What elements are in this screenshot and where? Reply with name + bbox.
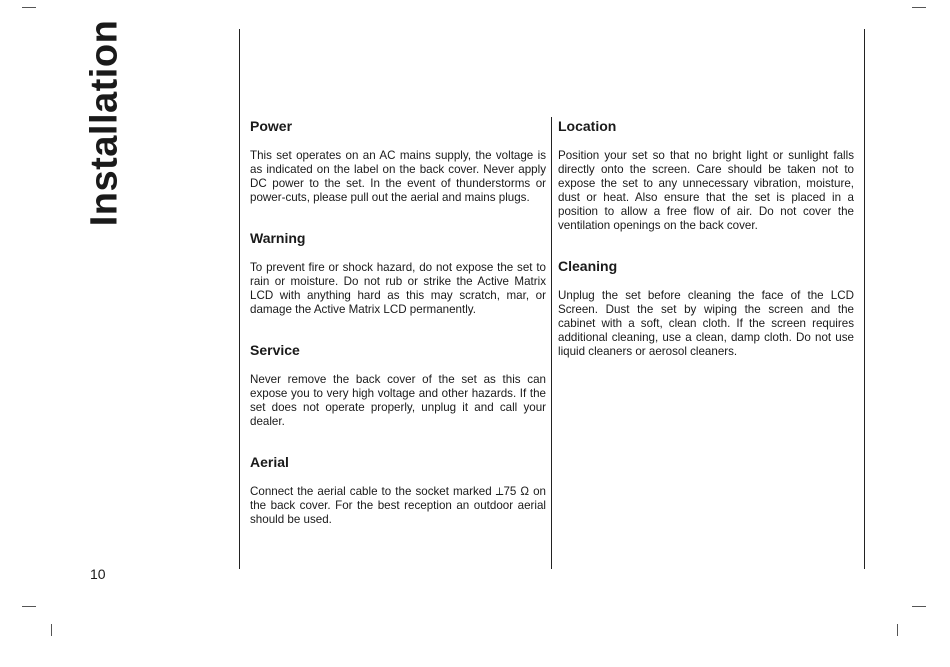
section-cleaning (558, 257, 854, 359)
section-heading-service: Service (250, 342, 300, 358)
section-heading-warning: Warning (250, 230, 306, 246)
column-divider-rule (551, 117, 552, 569)
right-margin-rule (864, 29, 865, 569)
crop-mark-top-right (912, 7, 926, 8)
section-aerial (250, 453, 546, 527)
section-warning (250, 229, 546, 317)
crop-mark-bottom-right-vertical (897, 624, 898, 636)
page-number: 10 (90, 566, 106, 582)
section-location (558, 117, 854, 233)
section-service (250, 341, 546, 429)
section-body-service: Never remove the back cover of the set as this can expose you to very high voltage and other hazards. If the set does not operate properly, unplug it and call your dealer. (250, 373, 546, 428)
crop-mark-bottom-right (912, 606, 926, 607)
side-title-text: Installation (83, 19, 126, 226)
right-column (558, 117, 854, 359)
section-heading-location: Location (558, 118, 617, 134)
left-margin-rule (239, 29, 240, 569)
left-column (250, 117, 546, 527)
crop-mark-bottom-left (22, 606, 36, 607)
section-body-warning: To prevent fire or shock hazard, do not expose the set to rain or moisture. Do not rub or strike the Active Matrix LCD with anything hard as this may scratch, mar, or damage the Active Matrix LCD permanently. (250, 261, 546, 316)
crop-mark-bottom-left-vertical (51, 624, 52, 636)
section-power (250, 117, 546, 205)
section-heading-aerial: Aerial (250, 454, 289, 470)
section-heading-cleaning: Cleaning (558, 258, 618, 274)
side-title (82, 19, 128, 226)
section-body-aerial: Connect the aerial cable to the socket marked ⟂75 Ω on the back cover. For the best reception an outdoor aerial should be used. (250, 485, 546, 526)
crop-mark-top-left (22, 7, 36, 8)
section-heading-power: Power (250, 118, 293, 134)
section-body-location: Position your set so that no bright light or sunlight falls directly onto the screen. Care should be taken not to expose the set to any unnecessary vibration, moisture, dust or heat. Also ensure that the set is placed in a position to allow a free flow of air. Do not cover the ventilation openings on the back cover. (558, 149, 854, 232)
section-body-cleaning: Unplug the set before cleaning the face of the LCD Screen. Dust the set by wiping the screen and the cabinet with a soft, clean cloth. If the screen requires additional cleaning, use a clean, damp cloth. Do not use liquid cleaners or aerosol cleaners. (558, 289, 854, 358)
section-body-power: This set operates on an AC mains supply, the voltage is as indicated on the label on the back cover. Never apply DC power to the set. In the event of thunderstorms or power-cuts, please pull out the aerial and mains plugs. (250, 149, 546, 204)
